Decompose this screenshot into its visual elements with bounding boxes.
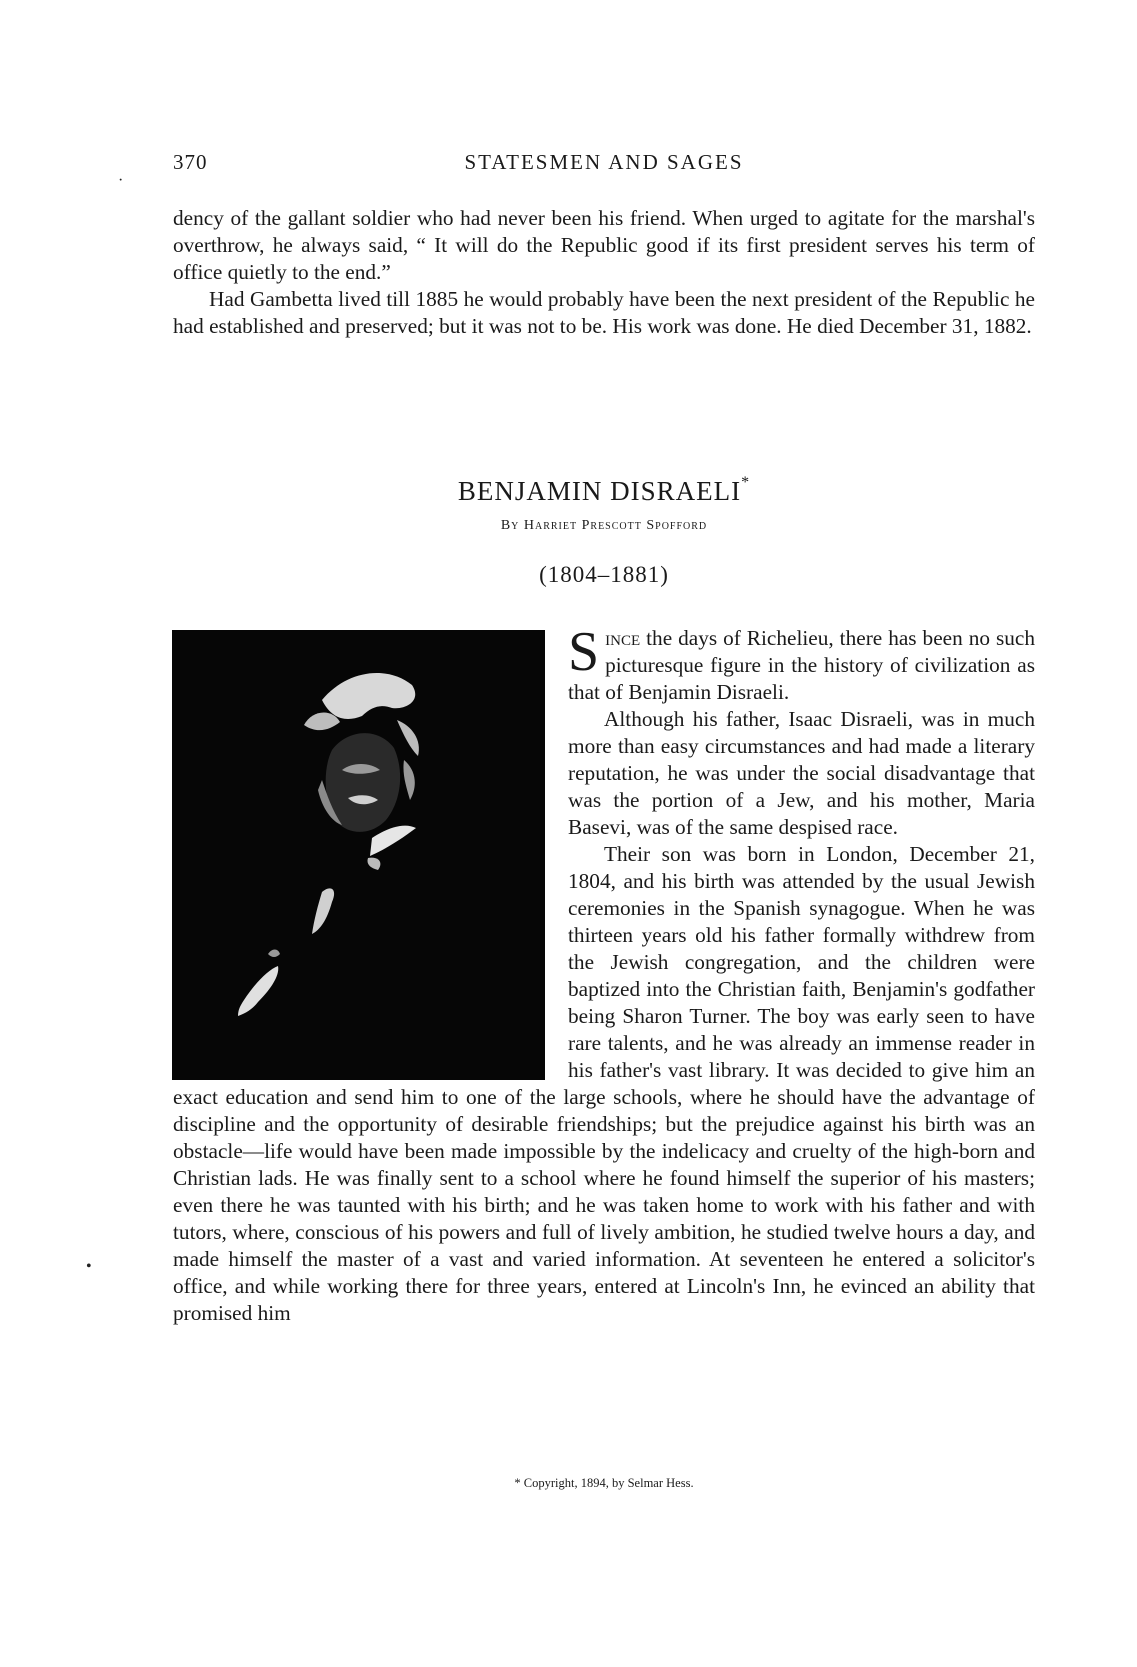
article-title bbox=[173, 476, 1035, 507]
paragraph: dency of the gallant soldier who had never been his friend. When urged to agitate for the marshal's overthrow, he always said, “ It will do the Republic good if its first president serves his term of office quietly to the end.” bbox=[173, 206, 1035, 284]
paragraph-text: the days of Richelieu, there has been no such picturesque figure in the history of civilization as that of Benjamin Disraeli. bbox=[568, 626, 1036, 704]
margin-dot: • bbox=[86, 1258, 92, 1275]
first-word-rest: ince bbox=[605, 626, 641, 650]
running-title: STATESMEN AND SAGES bbox=[464, 150, 744, 174]
paragraph: Had Gambetta lived till 1885 he would probably have been the next president of the Republic he had established and preserved; but it was not to be. His work was done. He died December 31, 1882. bbox=[173, 287, 1035, 338]
paragraph: Although his father, Isaac Disraeli, was in much more than easy circumstances and had made a literary reputation, he was under the social disadvantage that was the portion of a Jew, and his mother, Maria Basevi, was of the same despised race. bbox=[568, 707, 1035, 839]
portrait-space bbox=[173, 625, 568, 1075]
margin-dot: · bbox=[118, 172, 124, 189]
footnote-marker: * bbox=[741, 474, 751, 491]
article-title-text: BENJAMIN DISRAELI bbox=[457, 476, 742, 506]
paragraph: Their son was born in London, December 21, 1804, and his birth was attended by the usual Jewish ceremonies in the Spanish synagogue. When he was thirteen years old his father formally withdrew from the Jewish congregation, and the children were baptized into the Christian faith, Benjamin's godfather being Sharon Turner. The boy was early seen to have rare talents, and he was already an immense reader in his father's vast library. It was decided to give him an exact education and send him to one of the large schools, where he should have the advantage of discipline and the opportunity of desirable friendships; but the prejudice against his birth was an obstacle—life would have been made impossible by the indelicacy and cruelty of the high-born and Christian lads. He was finally sent to a school where he found himself the superior of his masters; even there he was taunted with his birth; and he was taken home to work with his father and with tutors, where, conscious of his powers and full of lively ambition, he studied twelve hours a day, and made himself the master of a vast and varied information. At seventeen he entered a solicitor's office, and while working there for three years, entered at Lincoln's Inn, he evinced an ability that promised him bbox=[173, 842, 1035, 1325]
byline: By Harriet Prescott Spofford bbox=[500, 518, 708, 533]
running-header bbox=[173, 150, 1035, 180]
page-number: 370 bbox=[173, 150, 208, 174]
footnote: * Copyright, 1894, by Selmar Hess. bbox=[514, 1476, 694, 1490]
article-body bbox=[173, 621, 1036, 1327]
life-dates: (1804–1881) bbox=[539, 562, 669, 587]
previous-article-ending bbox=[173, 205, 1035, 340]
drop-cap: S bbox=[568, 621, 600, 683]
